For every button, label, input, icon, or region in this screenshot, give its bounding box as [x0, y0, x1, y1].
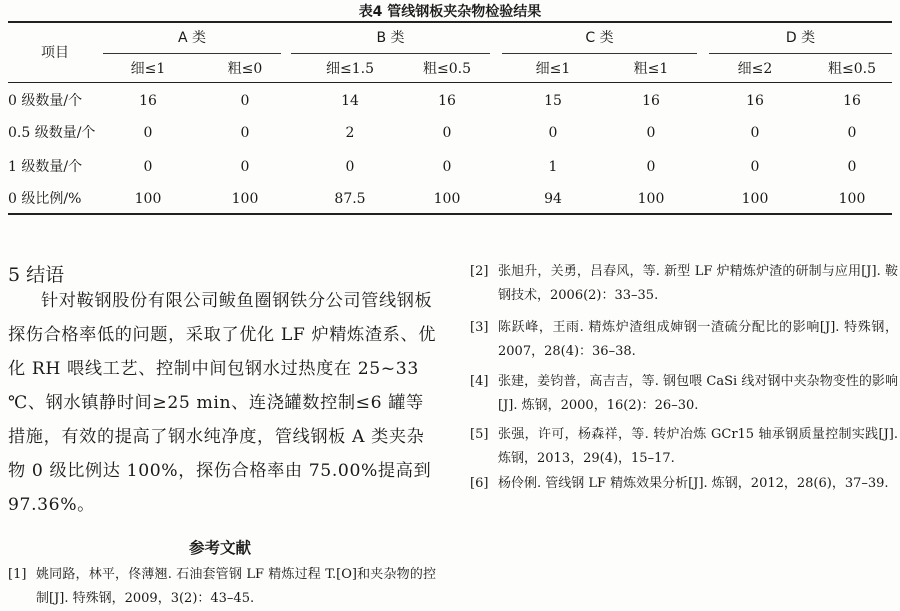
reference-number: [5]: [470, 427, 489, 442]
table-cell: 16: [642, 93, 660, 109]
reference-number: [3]: [470, 320, 489, 335]
table-header-rule: [8, 82, 892, 83]
subheader-b-coarse: 粗≤0.5: [423, 61, 471, 77]
table-cell: 0: [847, 159, 857, 175]
group-rule-b: [291, 53, 490, 54]
subheader-d-fine: 细≤2: [737, 61, 773, 77]
group-rule-d: [709, 53, 892, 54]
row-label: 1 级数量/个: [8, 159, 83, 175]
table-cell: 100: [231, 191, 259, 207]
reference-item: [470, 423, 898, 471]
table-cell: 0: [646, 159, 656, 175]
group-rule-a: [103, 53, 281, 54]
table-cell: 15: [544, 93, 562, 109]
table-cell: 2: [345, 125, 355, 141]
subheader-a-fine: 细≤1: [130, 61, 166, 77]
table-cell: 16: [843, 93, 861, 109]
reference-text: 姚同路，林平，佟薄翘. 石油套管钢 LF 精炼过程 T.[O]和夹杂物的控制[J]. 特殊钢，2009，3(2)：43–45.: [36, 567, 436, 606]
reference-text: 张旭升，关勇，吕春风，等. 新型 LF 炉精炼炉渣的研制与应用[J]. 鞍钢技术，2006(2)：33–35.: [498, 264, 898, 303]
table-cell: 0: [646, 125, 656, 141]
reference-number: [1]: [8, 567, 27, 582]
subheader-a-coarse: 粗≤0: [227, 61, 263, 77]
table-cell: 1: [548, 159, 558, 175]
reference-text: 陈跃峰，王雨. 精炼炉渣组成婶钢一渣硫分配比的影响[J]. 特殊钢，2007，28(4)：36–38.: [498, 320, 898, 359]
table-cell: 0: [240, 159, 250, 175]
table-cell: 87.5: [334, 191, 366, 207]
table-cell: 100: [433, 191, 461, 207]
reference-text: 张建，姜钧普，高吉吉，等. 钢包喂 CaSi 线对钢中夹杂物变性的影响[J]. 炼钢，2000，16(2)：26–30.: [498, 374, 898, 413]
reference-item: [8, 563, 436, 611]
row-label: 0 级数量/个: [8, 93, 83, 109]
reference-number: [6]: [470, 476, 489, 491]
table-cell: 0: [548, 125, 558, 141]
table-cell: 94: [544, 191, 562, 207]
subheader-c-coarse: 粗≤1: [633, 61, 669, 77]
table-cell: 0: [847, 125, 857, 141]
reference-number: [4]: [470, 374, 489, 389]
group-header-d: D 类: [785, 30, 816, 46]
reference-item: [470, 370, 898, 418]
row-label: 0.5 级数量/个: [8, 125, 96, 141]
table-cell: 16: [746, 93, 764, 109]
reference-text: 杨伶俐. 管线钢 LF 精炼效果分析[J]. 炼钢，2012，28(6)，37–39.: [498, 476, 889, 491]
table-cell: 0: [143, 125, 153, 141]
table-cell: 100: [637, 191, 665, 207]
reference-item: [470, 260, 898, 308]
table-cell: 100: [741, 191, 769, 207]
subheader-d-coarse: 粗≤0.5: [828, 61, 876, 77]
subheader-b-fine: 细≤1.5: [326, 61, 374, 77]
table-caption: 表4 管线钢板夹杂物检验结果: [358, 4, 542, 20]
subheader-c-fine: 细≤1: [535, 61, 571, 77]
reference-item: [470, 472, 898, 496]
table-cell: 100: [838, 191, 866, 207]
table-cell: 0: [750, 159, 760, 175]
table-cell: 16: [438, 93, 456, 109]
table-cell: 0: [143, 159, 153, 175]
table-top-rule: [8, 21, 892, 23]
conclusion-paragraph: [8, 284, 438, 522]
table-cell: 0: [240, 93, 250, 109]
reference-number: [2]: [470, 264, 489, 279]
table-cell: 14: [341, 93, 359, 109]
group-header-c: C 类: [585, 30, 614, 46]
item-column-header: 项目: [41, 45, 69, 61]
table-cell: 16: [139, 93, 157, 109]
section-heading-conclusion: 5 结语: [8, 264, 65, 286]
conclusion-text: 针对鞍钢股份有限公司鲅鱼圈钢铁分公司管线钢板探伤合格率低的问题，采取了优化 LF 炉精炼渣系、优化 RH 喂线工艺、控制中间包钢水过热度在 25~33 ℃、钢水镇静时间≥25 min、连浇罐数控制≤6 罐等措施，有效的提高了钢水纯净度，管线钢板 A 类夹杂物 0 级比例达 100%，探伤合格率由 75.00%提高到 97.36%。: [8, 291, 436, 515]
table-cell: 0: [750, 125, 760, 141]
row-label: 0 级比例/%: [8, 191, 82, 207]
table-cell: 0: [240, 125, 250, 141]
table-cell: 0: [442, 125, 452, 141]
group-header-a: A 类: [177, 30, 207, 46]
table-cell: 0: [442, 159, 452, 175]
references-heading: 参考文献: [188, 539, 251, 557]
reference-text: 张强，许可，杨森祥，等. 转炉冶炼 GCr15 轴承钢质量控制实践[J]. 炼钢，2013，29(4)，15–17.: [498, 427, 898, 466]
group-rule-c: [502, 53, 697, 54]
table-cell: 100: [134, 191, 162, 207]
group-header-b: B 类: [376, 30, 405, 46]
inclusion-results-table: [8, 21, 892, 215]
reference-item: [470, 316, 898, 364]
table-bottom-rule: [8, 213, 892, 215]
table-cell: 0: [345, 159, 355, 175]
